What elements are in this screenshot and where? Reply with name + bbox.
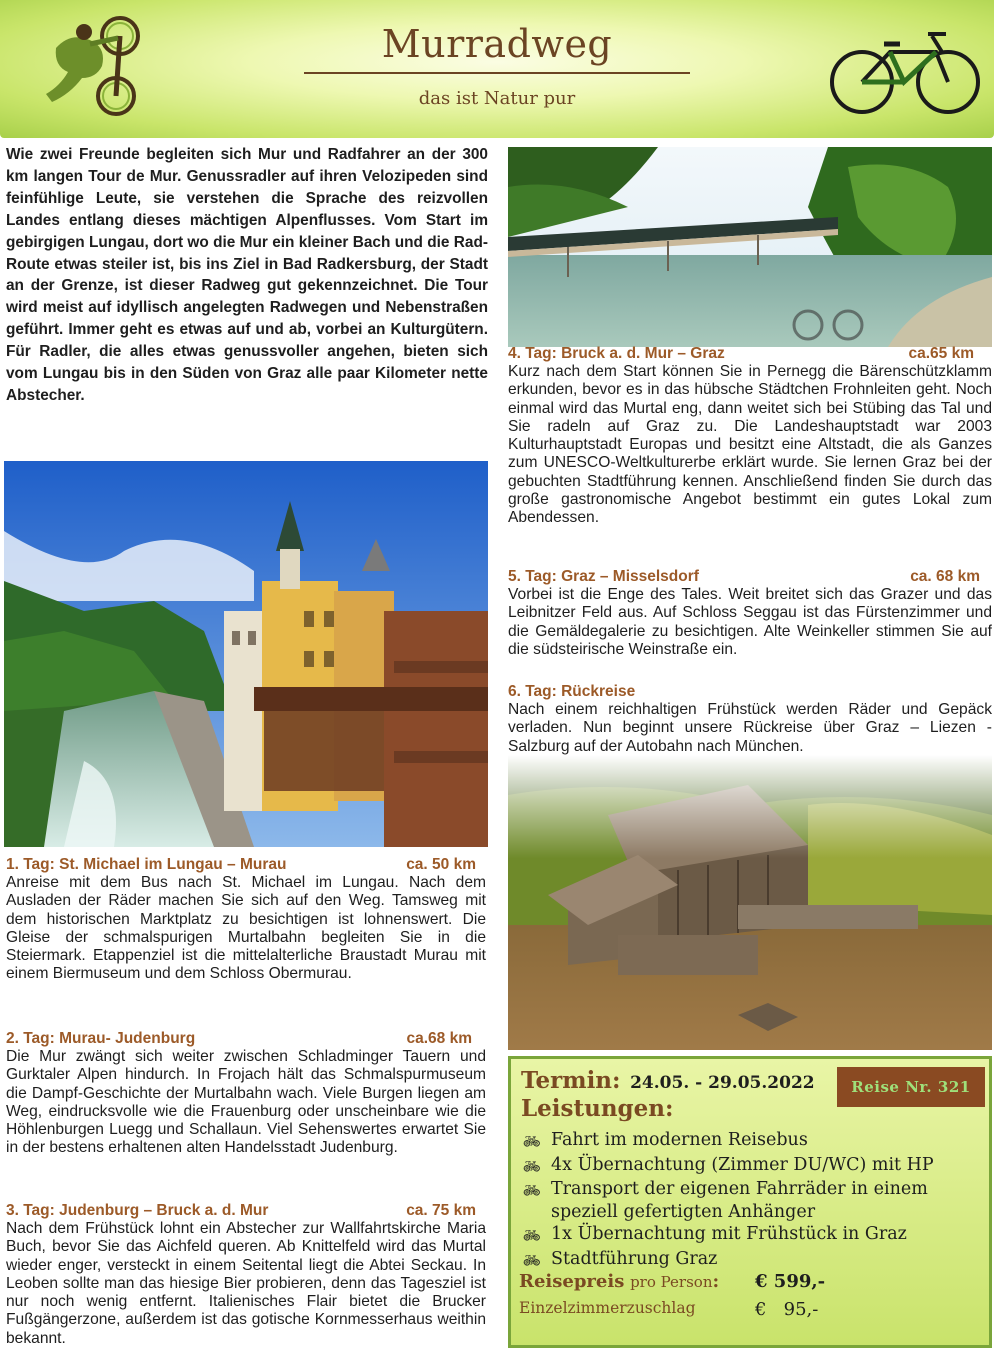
day-distance: ca. 75 km (406, 1202, 476, 1219)
price-suffix: pro Person (630, 1273, 713, 1291)
page-header (0, 0, 994, 138)
day-description: Die Mur zwängt sich weiter zwischen Schladminger Tauern und Gurktaler Alpen hindurch. In Frojach hält das Schmalspurmuseum die Dampf-Geschichte der Murtalbahn wach. Viele Burgen liegen am Weg, eindrucksvolle wie die Frauenburg oder unscheinbare wie die Höhlenburgen Luegg und Schallaun. Viel Sehenswertes erwartet Sie in der bestens erhaltenen alten Handelsstadt Judenburg. (6, 1048, 486, 1157)
bridge-river-photo (508, 147, 992, 347)
intro-paragraph: Wie zwei Freunde begleiten sich Mur und Radfahrer an der 300 km langen Tour de Mur. Genussradler auf ihren Velozipeden sind feinfühlige Leute, sie verstehen die Sprache des reizvollen Landes entlang dieses mächtigen Alpenflusses. Vom Start im gebirgigen Lungau, dort wo die Mur ein kleiner Bach und die Rad-Route etwas steiler ist, bis ins Ziel in Bad Radkersburg, der Stadt an der Grenze, ist dieser Radweg gut gekennzeichnet. Die Tour wird meist auf idyllisch angelegten Radwegen und Nebenstraßen geführt. Immer geht es etwas auf und ab, vorbei an Kulturgütern. Für Radler, die alles etwas genussvoller angehen, bieten sich vom Lungau bis in den Süden von Graz alle paar Kilometer nette Abstecher. (6, 146, 488, 404)
services-list (523, 1129, 985, 1272)
day-5-section (508, 567, 992, 659)
day-title: 4. Tag: Bruck a. d. Mur – Graz (508, 345, 725, 362)
booking-info-box (508, 1056, 992, 1348)
list-item: 🚲︎ 4x Übernachtung (Zimmer DU/WC) mit HP (523, 1154, 985, 1179)
title-divider (304, 72, 690, 74)
day-description: Anreise mit dem Bus nach St. Michael im Lungau. Nach dem Ausladen der Räder machen Sie sich auf den Weg. Tamsweg mit dem historischen Marktplatz zu besichtigen ist lohnenswert. Die Gleise der schmalspurigen Murtalbahn begleiten Sie in die Steiermark. Etappenziel ist die mittelalterliche Braustadt Murau mit einem Biermuseum und dem Schloss Obermurau. (6, 874, 486, 983)
termin-line (521, 1067, 815, 1094)
day-title: 6. Tag: Rückreise (508, 683, 636, 700)
page-title: Murradweg (381, 22, 613, 66)
page-subtitle: das ist Natur pur (418, 88, 576, 109)
day-title: 1. Tag: St. Michael im Lungau – Murau (6, 856, 287, 873)
price-row (519, 1271, 826, 1292)
day-title: 2. Tag: Murau- Judenburg (6, 1030, 196, 1047)
price-colon: : (712, 1271, 720, 1292)
cyclist-logo-icon (32, 8, 144, 120)
day-title: 5. Tag: Graz – Misselsdorf (508, 568, 699, 585)
day-3-section (6, 1201, 486, 1348)
single-room-label: Einzelzimmerzuschlag (519, 1299, 696, 1317)
day-6-section (508, 682, 992, 756)
day-description: Nach dem Frühstück lohnt ein Abstecher zur Wallfahrtskirche Maria Buch, bevor Sie das Aichfeld queren. Ab Knittelfeld wird das Murtal wieder enger, versteckt in einem Seitental liegt die Abtei Seckau. In Leoben sollte man das hiesige Bier probieren, denn das Tagesziel ist nur noch wenig entfernt. Italienisches Flair bietet die Brucker Fußgängerzone, außerdem ist das gotische Kornmesserhaus weithin bekannt. (6, 1220, 486, 1347)
day-title: 3. Tag: Judenburg – Bruck a. d. Mur (6, 1202, 269, 1219)
bicycle-icon (826, 22, 984, 116)
day-description: Kurz nach dem Start können Sie in Pernegg die Bärenschützklamm erkunden, bevor es in das hübsche Städtchen Frohnleiten geht. Noch einmal wird das Murtal eng, dann weitet sich bei Stübing das Tal und Sie radeln auf Graz zu. Die Landeshauptstadt war 2003 Kulturhauptstadt Europas und besitzt eine Altstadt, die als Ganzes zum UNESCO-Weltkulturerbe erklärt wurde. Sie lernen Graz bei der gebuchten Stadtführung kennen. Anschließend finden Sie durch das große gastronomische Angebot bestimmt ein gutes Lokal zum Abendessen. (508, 363, 992, 527)
list-item: 🚲︎ Stadtführung Graz (523, 1248, 985, 1273)
day-2-section (6, 1029, 486, 1158)
single-room-value: € 95,- (755, 1299, 819, 1320)
bicycle-bullet-icon: 🚲︎ (523, 1252, 541, 1269)
reise-number-badge: Reise Nr. 321 (837, 1067, 985, 1107)
bicycle-bullet-icon: 🚲︎ (523, 1183, 541, 1199)
day-description: Vorbei ist die Enge des Tales. Weit breitet sich das Grazer und das Leibnitzer Feld aus. Auf Schloss Seggau ist das Fürstenzimmer und die Gemäldegalerie zu besichtigen. Alte Weinkeller stimmen Sie auf die südsteirische Weinstraße ein. (508, 586, 992, 658)
leistungen-label: Leistungen: (521, 1095, 674, 1122)
day-distance: ca.65 km (908, 345, 974, 362)
termin-date: 24.05. - 29.05.2022 (630, 1073, 815, 1093)
single-room-row (519, 1299, 819, 1320)
bicycle-bullet-icon: 🚲︎ (523, 1228, 541, 1244)
list-item: 🚲︎ Transport der eigenen Fahrräder in einem speziell gefertigten Anhänger (523, 1179, 928, 1222)
day-4-section (508, 344, 992, 528)
day-distance: ca. 50 km (406, 856, 476, 873)
termin-label: Termin: (521, 1067, 621, 1094)
bicycle-bullet-icon: 🚲︎ (523, 1134, 541, 1150)
day-distance: ca.68 km (406, 1030, 472, 1047)
price-value: € 599,- (755, 1271, 826, 1292)
day-1-section (6, 855, 486, 984)
bicycle-bullet-icon: 🚲︎ (523, 1158, 541, 1175)
murau-town-photo (4, 461, 488, 847)
day-description: Nach einem reichhaltigen Frühstück werden Räder und Gepäck verladen. Nun beginnt unsere Rückreise über Graz – Liezen - Salzburg auf der Autobahn nach München. (508, 701, 992, 755)
floating-mill-photo (508, 755, 992, 1050)
day-distance: ca. 68 km (910, 568, 980, 585)
list-item: 🚲︎ Fahrt im modernen Reisebus (523, 1129, 985, 1154)
price-label: Reisepreis (519, 1271, 625, 1292)
list-item: 🚲︎ 1x Übernachtung mit Frühstück in Graz (523, 1223, 985, 1248)
